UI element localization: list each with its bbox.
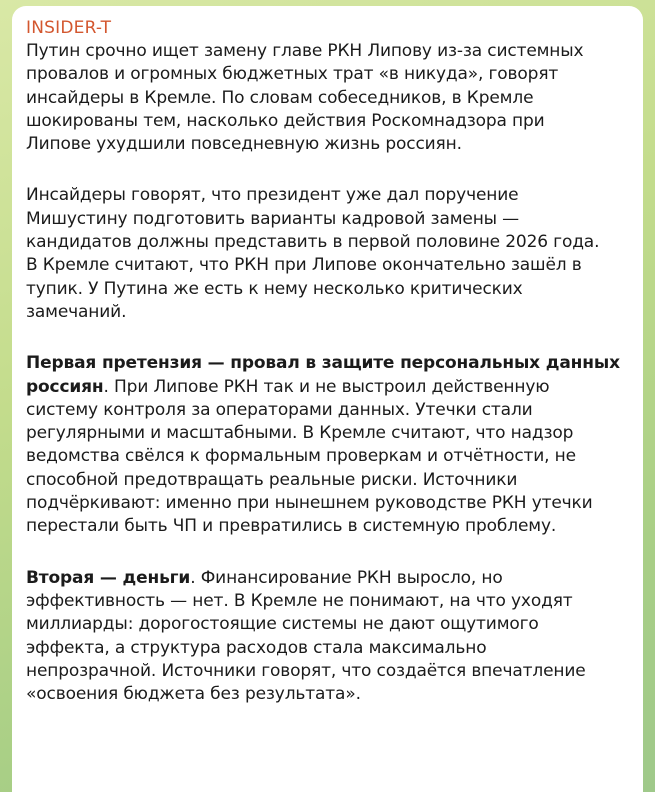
message-bubble: [12, 6, 643, 792]
text-line: систему контроля за операторами данных. Утечки стали: [26, 399, 533, 420]
text-line: кандидатов должны представить в первой половине 2026 года.: [26, 232, 600, 253]
text-line: ведомства свёлся к формальным проверкам и отчётности, не: [26, 446, 576, 467]
text-line: Инсайдеры говорят, что президент уже дал поручение: [26, 185, 519, 206]
text-line: [26, 376, 629, 399]
text-line: провалов и огромных бюджетных трат «в никуда», говорят: [26, 64, 559, 85]
bold-heading: Первая претензия — провал в защите персональных данных: [26, 353, 620, 374]
text-line: инсайдеры в Кремле. По словам собеседников, в Кремле: [26, 87, 534, 108]
message-text: [26, 40, 629, 706]
paragraph-gap: [26, 156, 629, 184]
text-line: [26, 567, 629, 590]
text-line: замечаний.: [26, 301, 127, 322]
text-line: «освоения бюджета без результата».: [26, 684, 361, 705]
text-line: Мишустину подготовить варианты кадровой замены —: [26, 208, 520, 229]
paragraph-gap: [26, 539, 629, 567]
text-line: непрозрачной. Источники говорят, что создаётся впечатление: [26, 660, 586, 681]
text-line: тупик. У Путина же есть к нему несколько критических: [26, 278, 523, 299]
text-line: [26, 352, 629, 375]
text-line: подчёркивают: именно при нынешнем руководстве РКН утечки: [26, 493, 593, 514]
text-line: Липове ухудшили повседневную жизнь россиян.: [26, 134, 462, 155]
text-line: Путин срочно ищет замену главе РКН Липову из-за системных: [26, 41, 584, 61]
text-run: . При Липове РКН так и не выстроил действенную: [103, 376, 550, 397]
text-run: . Финансирование РКН выросло, но: [190, 567, 503, 588]
text-line: регулярными и масштабными. В Кремле считают, что надзор: [26, 423, 574, 444]
text-line: способной предотвращать реальные риски. Источники: [26, 469, 518, 490]
bold-heading: Вторая — деньги: [26, 567, 191, 588]
paragraph-gap: [26, 324, 629, 352]
channel-name[interactable]: INSIDER-T: [26, 18, 112, 38]
text-line: эффекта, а структура расходов стала максимально: [26, 637, 487, 658]
text-line: эффективность — нет. В Кремле не понимают, на что уходят: [26, 590, 573, 611]
text-line: перестали быть ЧП и превратились в системную проблему.: [26, 516, 557, 537]
bold-heading: россиян: [26, 376, 104, 397]
text-line: миллиарды: дорогостоящие системы не дают ощутимого: [26, 614, 539, 635]
text-line: шокированы тем, насколько действия Роскомнадзора при: [26, 110, 545, 131]
text-line: В Кремле считают, что РКН при Липове окончательно зашёл в: [26, 255, 582, 276]
